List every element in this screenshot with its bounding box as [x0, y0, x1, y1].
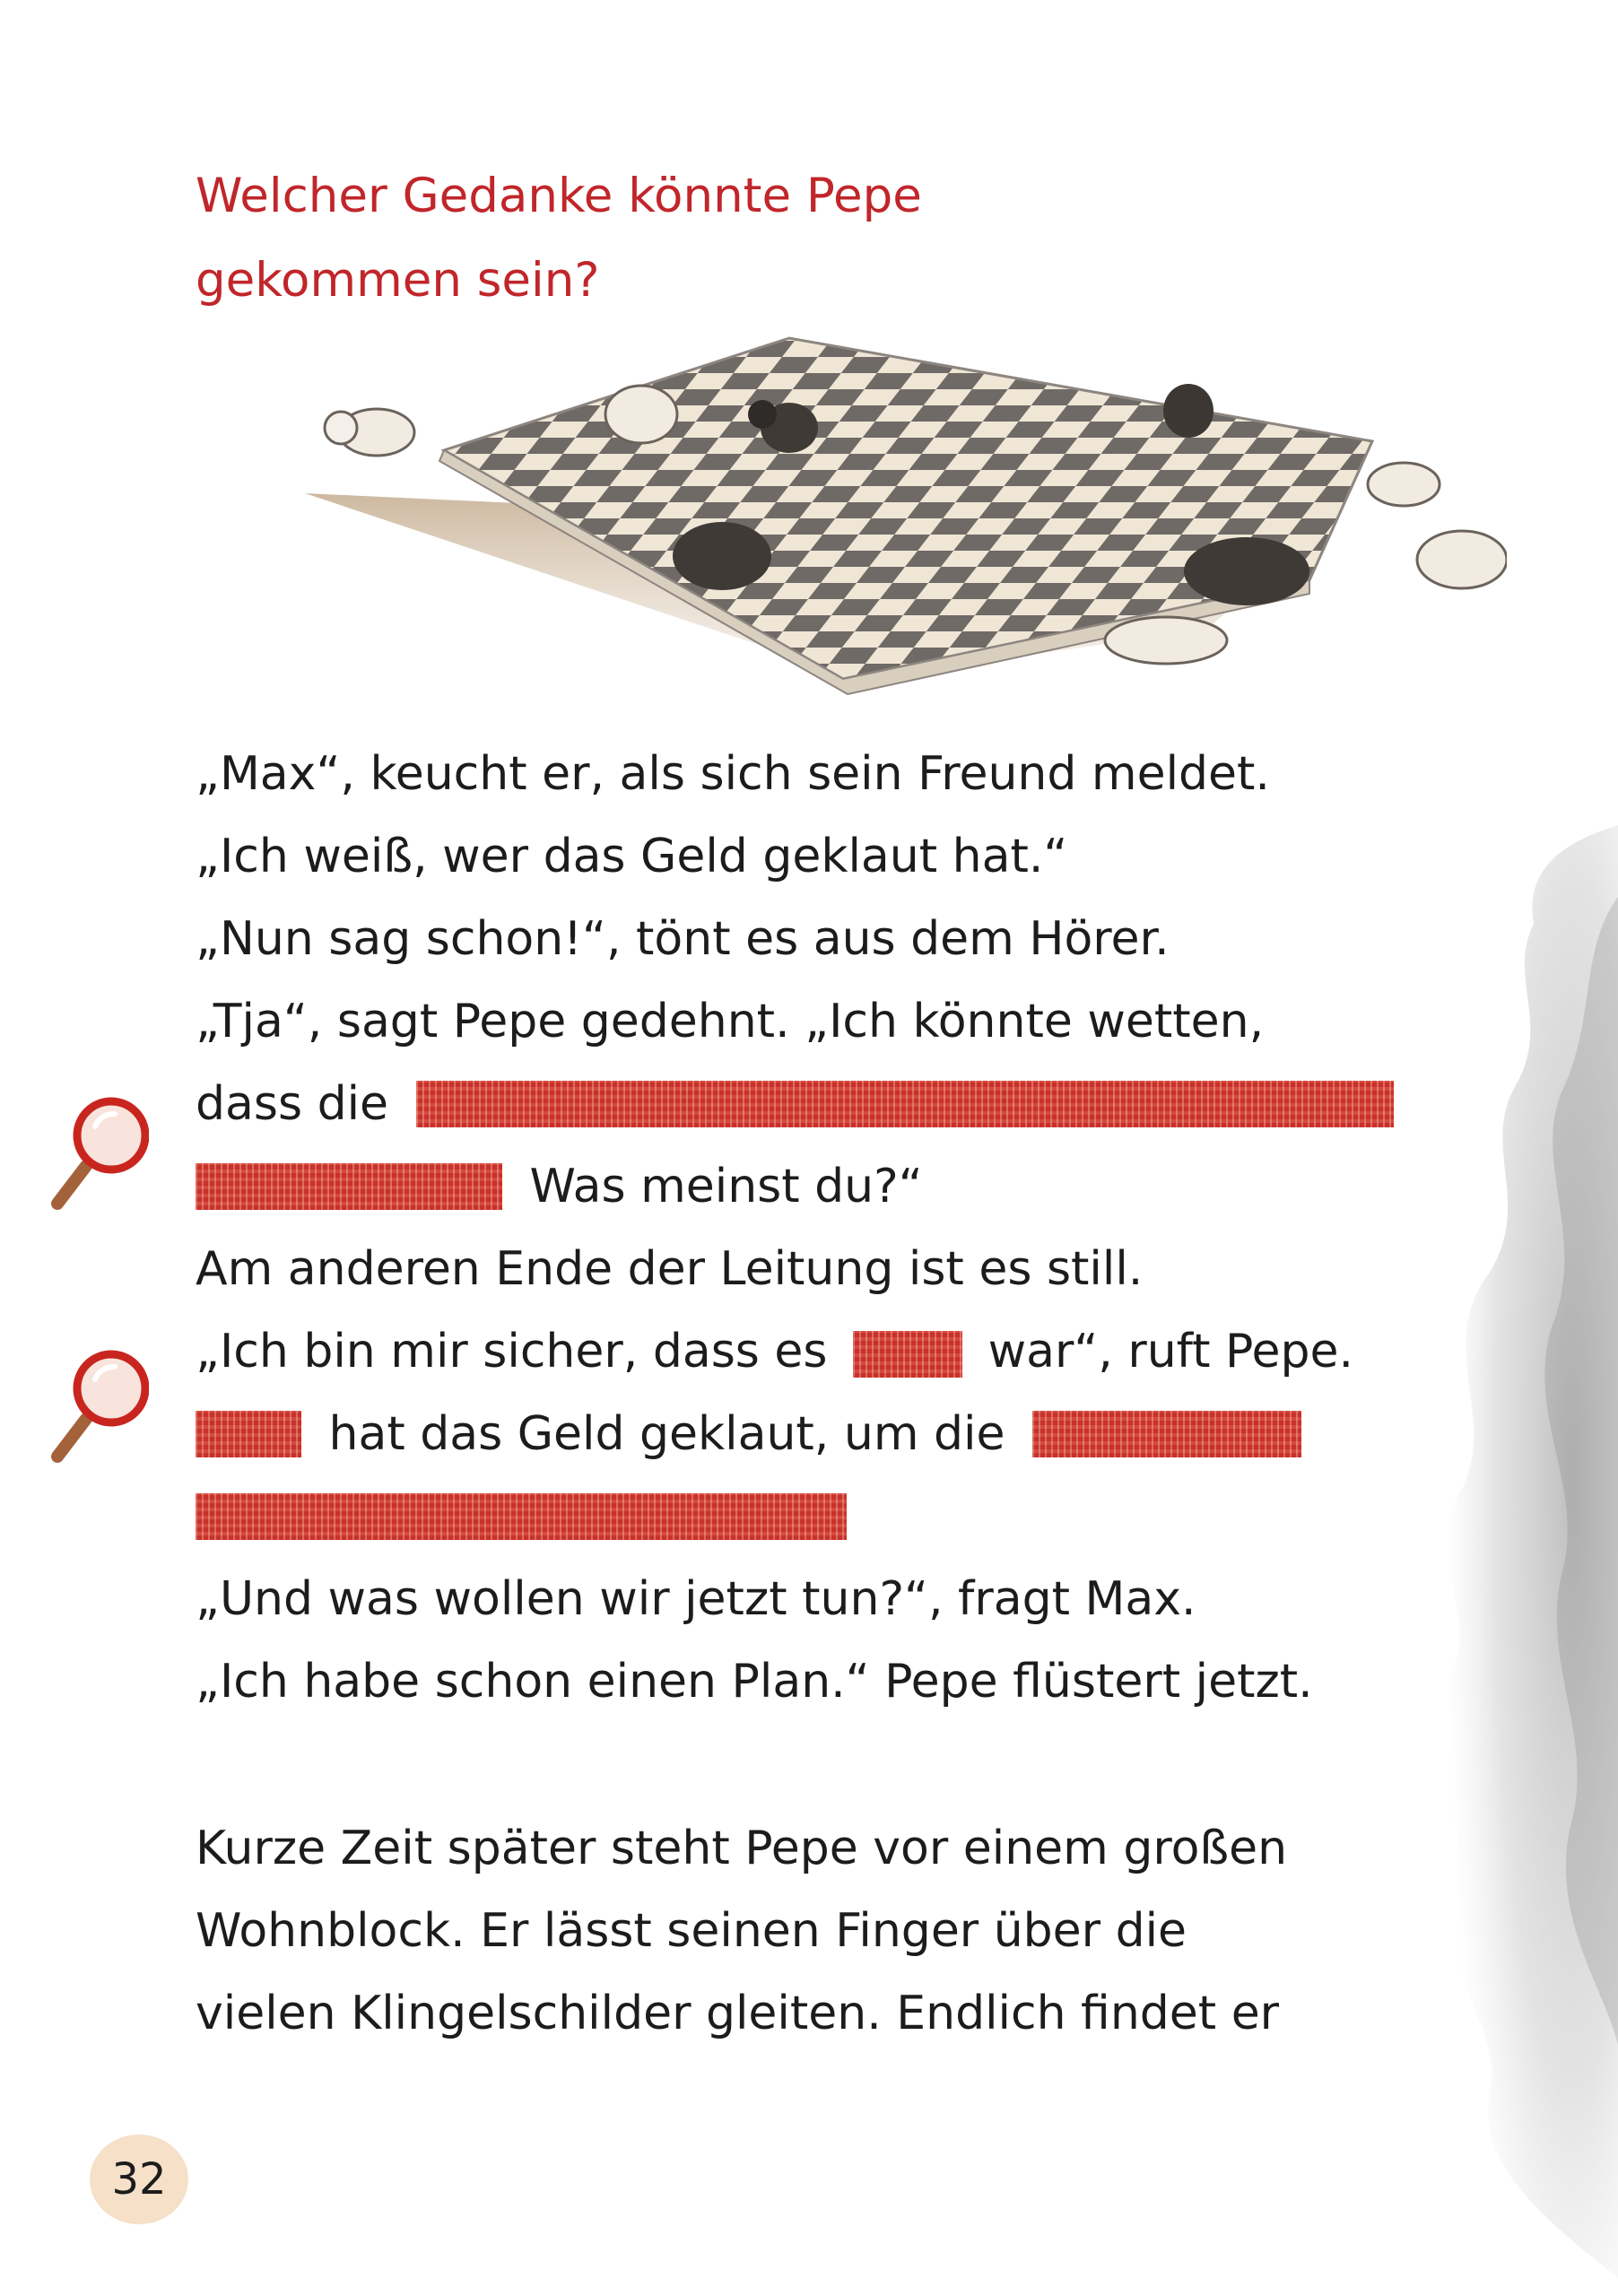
story-line: Kurze Zeit später steht Pepe vor einem großen — [196, 1822, 1288, 1875]
redacted-answer — [196, 1411, 301, 1457]
story-line: „Und was wollen wir jetzt tun?“, fragt Max. — [196, 1572, 1196, 1626]
redacted-answer — [416, 1081, 1394, 1127]
king-white-lying — [1417, 531, 1507, 588]
story-text: Was meinst du?“ — [529, 1160, 923, 1213]
story-line: „Max“, keucht er, als sich sein Freund meldet. — [196, 747, 1270, 801]
story-line: „Nun sag schon!“, tönt es aus dem Hörer. — [196, 912, 1170, 966]
story-text: dass die — [196, 1077, 389, 1131]
story-text: war“, ruft Pepe. — [987, 1325, 1354, 1378]
question-line-1: Welcher Gedanke könnte Pepe — [196, 169, 922, 223]
watercolor-stain — [1381, 789, 1618, 2296]
magnifier-icon — [50, 1347, 149, 1464]
question-heading — [196, 154, 1272, 323]
story-line — [196, 1324, 1353, 1379]
bishop-white — [605, 386, 677, 443]
rook-black — [673, 522, 771, 590]
pawn-black-far — [1163, 384, 1214, 438]
story-line — [196, 1489, 847, 1544]
pawn-white-right — [1368, 463, 1440, 506]
story-line — [196, 1159, 923, 1214]
story-line: „Ich weiß, wer das Geld geklaut hat.“ — [196, 830, 1068, 883]
magnifier-icon — [50, 1094, 149, 1211]
pawn-white — [325, 409, 414, 456]
story-line — [196, 1076, 1394, 1132]
redacted-answer — [196, 1163, 502, 1210]
question-line-2: gekommen sein? — [196, 253, 600, 308]
story-line: „Ich habe schon einen Plan.“ Pepe flüstert jetzt. — [196, 1655, 1313, 1709]
story-text: hat das Geld geklaut, um die — [328, 1407, 1005, 1461]
story-line: Wohnblock. Er lässt seinen Finger über die — [196, 1904, 1187, 1958]
chessboard-illustration — [305, 325, 1507, 719]
redacted-answer — [196, 1493, 847, 1540]
bishop-white-lying — [1105, 617, 1227, 664]
knight-black — [1184, 537, 1309, 605]
page-number: 32 — [90, 2135, 188, 2224]
redacted-answer — [853, 1331, 962, 1378]
story-line — [196, 1406, 1301, 1462]
story-line: vielen Klingelschilder gleiten. Endlich findet er — [196, 1987, 1280, 2040]
story-text: „Ich bin mir sicher, dass es — [196, 1325, 828, 1378]
story-line: Am anderen Ende der Leitung ist es still. — [196, 1242, 1144, 1296]
redacted-answer — [1032, 1411, 1301, 1457]
story-line: „Tja“, sagt Pepe gedehnt. „Ich könnte wetten, — [196, 995, 1265, 1048]
